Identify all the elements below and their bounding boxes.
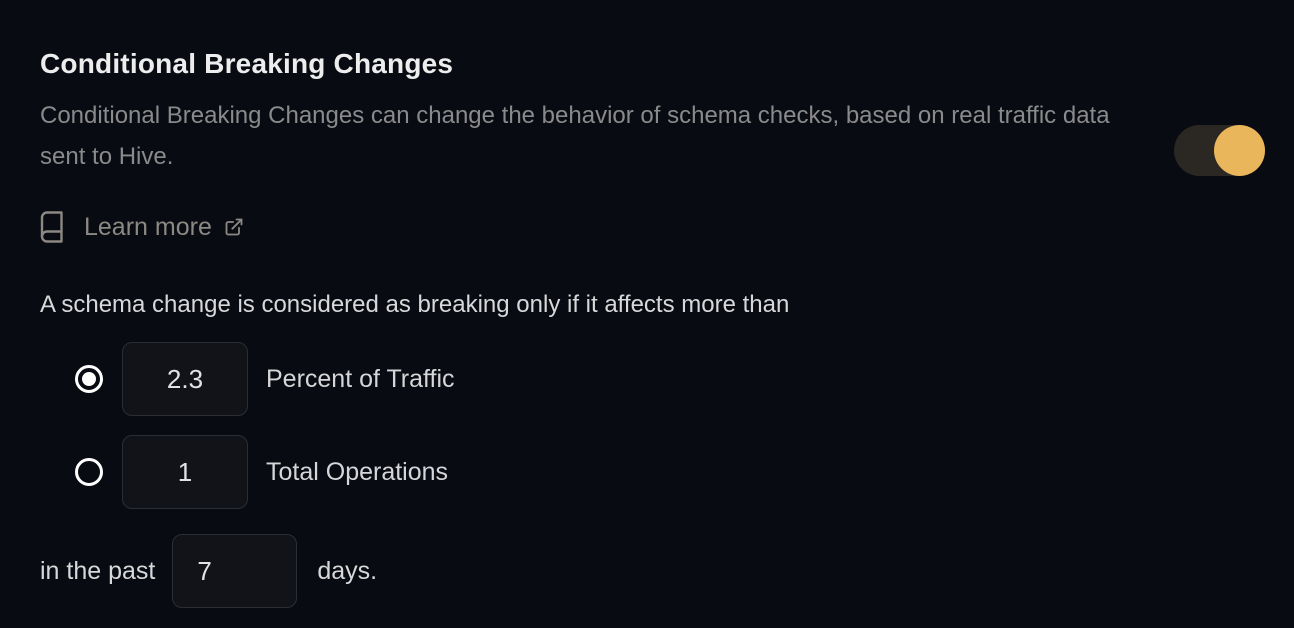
total-operations-radio[interactable]	[75, 458, 103, 486]
toggle-knob	[1214, 125, 1265, 176]
total-operations-row	[40, 435, 1254, 509]
percent-of-traffic-input[interactable]	[122, 342, 248, 416]
period-suffix: days.	[317, 556, 378, 585]
book-icon	[40, 211, 64, 243]
total-operations-label: Total Operations	[266, 457, 449, 486]
section-description: Conditional Breaking Changes can change the behavior of schema checks, based on real traffic data sent to Hive.	[40, 102, 1110, 170]
period-days-input[interactable]	[172, 534, 297, 608]
condition-intro-text: A schema change is considered as breaking only if it affects more than	[40, 291, 790, 318]
percent-of-traffic-radio[interactable]	[75, 365, 103, 393]
learn-more-label: Learn more	[84, 212, 212, 241]
external-link-icon	[224, 217, 244, 237]
page-title: Conditional Breaking Changes	[40, 48, 454, 79]
percent-of-traffic-label: Percent of Traffic	[266, 364, 455, 393]
learn-more-link[interactable]	[40, 211, 244, 243]
period-prefix: in the past	[40, 556, 156, 585]
total-operations-input[interactable]	[122, 435, 248, 509]
percent-of-traffic-row	[40, 342, 1254, 416]
period-row	[40, 534, 1254, 608]
conditional-breaking-changes-toggle[interactable]	[1174, 125, 1265, 176]
